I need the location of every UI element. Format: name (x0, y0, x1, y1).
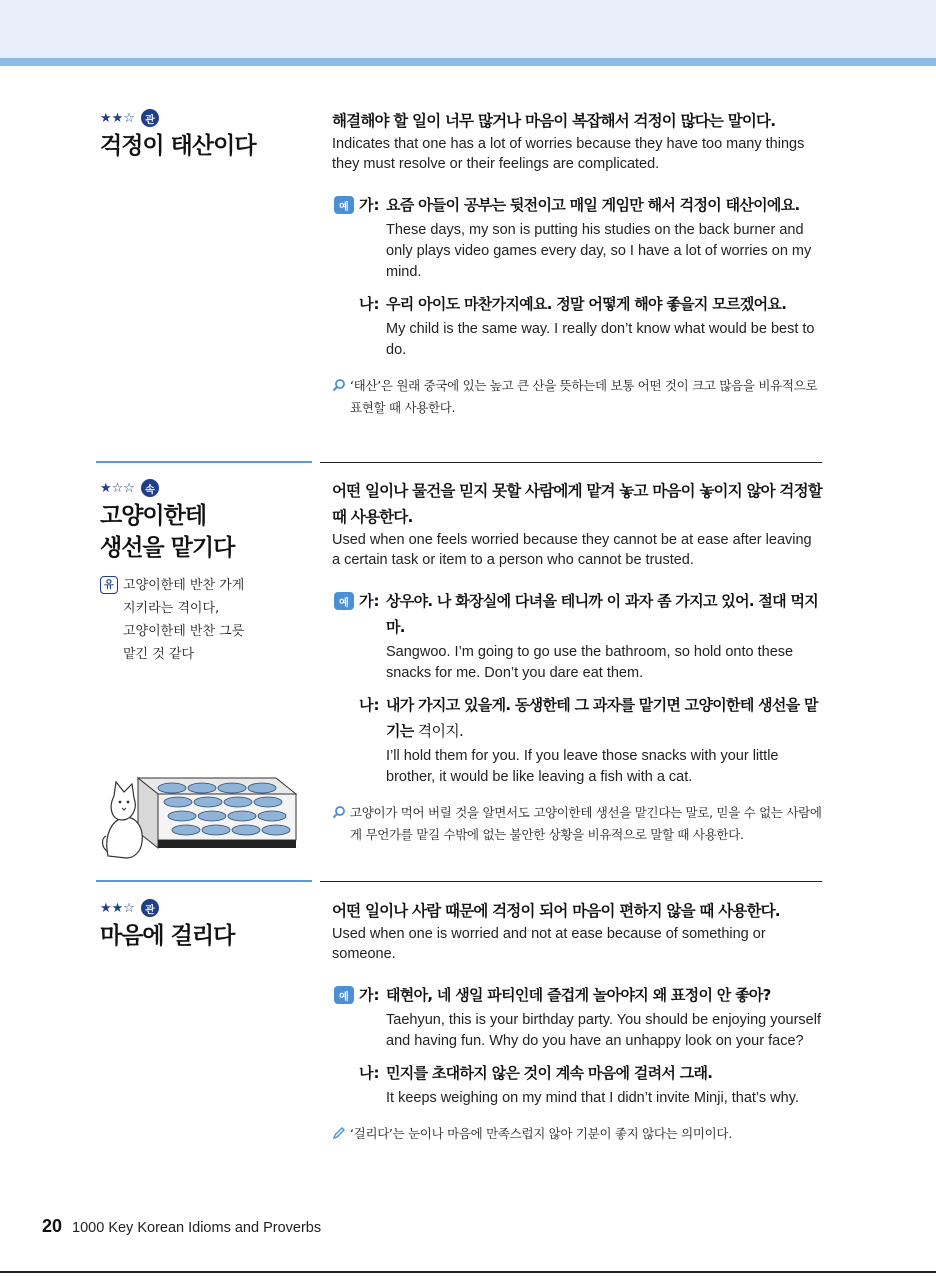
synonym-list: 유 고양이한테 반찬 가게 지키라는 격이다, 고양이한테 반찬 그릇 맡긴 것 같다 (100, 574, 312, 666)
section-divider-accent (96, 880, 312, 882)
section-divider (320, 462, 822, 463)
idiom-title: 걱정이 태산이다 (100, 133, 256, 159)
magnifier-icon (332, 805, 346, 819)
example-dialogue (332, 588, 822, 788)
dialogue-english: I’ll hold them for you. If you leave those snacks with your little brother, it would be like leaving a fish with a cat. (386, 748, 779, 785)
star-rating-icon: ★★☆ (100, 110, 135, 126)
speaker-label: 가: (359, 592, 380, 610)
dialogue-korean: 요즘 아들이 공부는 뒷전이고 매일 게임만 해서 걱정이 태산이에요. (386, 196, 800, 214)
dialogue-korean: 상우야. 나 화장실에 다녀올 테니까 이 과자 좀 가지고 있어. 절대 먹지 마. (386, 592, 819, 636)
definition-korean: 해결해야 할 일이 너무 많거나 마음이 복잡해서 걱정이 많다는 말이다. (332, 112, 776, 130)
footer-rule (0, 1271, 936, 1273)
dialogue-english: My child is the same way. I really don’t know what would be best to do. (386, 321, 815, 358)
entry-3-body (332, 898, 822, 1145)
dialogue-line (332, 982, 822, 1052)
category-badge: 관 (141, 109, 159, 127)
entry-2-body (332, 478, 822, 846)
definition-english: Used when one feels worried because they cannot be at ease after leaving a certain task or item to a person who cannot be trusted. (332, 532, 812, 568)
synonym-badge: 유 (100, 576, 118, 594)
speaker-label: 나: (359, 295, 380, 313)
usage-note: ‘태산’은 원래 중국에 있는 높고 큰 산을 뜻하는데 보통 어떤 것이 크고 많음을 비유적으로 표현할 때 사용한다. (332, 375, 822, 419)
idiom-title: 고양이한테 생선을 맡기다 (100, 503, 235, 561)
dialogue-korean: 내가 가지고 있을게. 동생한테 그 과자를 맡기면 고양이한테 생선을 맡기는 격이지. (386, 696, 818, 740)
header-accent-bar (0, 58, 936, 66)
example-badge: 예 (334, 986, 354, 1004)
dialogue-english: Sangwoo. I’m going to go use the bathroom, so hold onto these snacks for me. Don’t you dare eat them. (386, 644, 794, 681)
dialogue-korean: 태현아, 네 생일 파티인데 즐겁게 놀아야지 왜 표정이 안 좋아? (386, 986, 771, 1004)
dialogue-english: Taehyun, this is your birthday party. You should be enjoying yourself and having fun. Why do you have an unhappy look on your face? (386, 1012, 821, 1049)
speaker-label: 나: (359, 1064, 380, 1082)
page-number: 20 (42, 1216, 63, 1236)
dialogue-korean: 우리 아이도 마찬가지예요. 정말 어떻게 해야 좋을지 모르겠어요. (386, 295, 787, 313)
example-badge: 예 (334, 592, 354, 610)
idiom-title: 마음에 걸리다 (100, 923, 235, 949)
speaker-label: 가: (359, 196, 380, 214)
section-divider (320, 881, 822, 882)
category-badge: 관 (141, 899, 159, 917)
entry-1-body (332, 108, 822, 419)
section-divider-accent (96, 461, 312, 463)
usage-note: 고양이가 먹어 버릴 것을 알면서도 고양이한테 생선을 맡긴다는 말로, 믿을 수 없는 사람에게 무언가를 맡길 수밖에 없는 불안한 상황을 비유적으로 말할 때 사용한다. (332, 802, 822, 846)
header-band (0, 0, 936, 58)
entry-2-heading (100, 478, 312, 666)
usage-note: ‘걸리다’는 눈이나 마음에 만족스럽지 않아 기분이 좋지 않다는 의미이다. (332, 1123, 822, 1145)
definition-english: Used when one is worried and not at ease because of something or someone. (332, 926, 766, 962)
dialogue-english: It keeps weighing on my mind that I didn’t invite Minji, that’s why. (386, 1090, 799, 1106)
definition-korean: 어떤 일이나 사람 때문에 걱정이 되어 마음이 편하지 않을 때 사용한다. (332, 902, 780, 920)
category-badge: 속 (141, 479, 159, 497)
dialogue-english: These days, my son is putting his studies on the back burner and only plays video games every day, so I have a lot of worries on my mind. (386, 222, 812, 280)
cat-and-fish-illustration (100, 748, 300, 860)
dialogue-line (332, 1060, 822, 1109)
dialogue-line (332, 291, 822, 361)
definition-korean: 어떤 일이나 물건을 믿지 못할 사람에게 맡겨 놓고 마음이 놓이지 않아 걱정할 때 사용한다. (332, 482, 822, 526)
dialogue-line (332, 192, 822, 283)
definition-english: Indicates that one has a lot of worries because they have too many things they must resolve or their feelings are complicated. (332, 136, 805, 172)
dialogue-line (332, 588, 822, 684)
entry-1-heading (100, 108, 312, 162)
entry-3-heading (100, 898, 312, 952)
example-dialogue (332, 192, 822, 361)
difficulty-rating (100, 478, 312, 498)
speaker-label: 나: (359, 696, 380, 714)
page-footer (42, 1216, 321, 1237)
example-dialogue (332, 982, 822, 1109)
book-title: 1000 Key Korean Idioms and Proverbs (72, 1220, 322, 1236)
star-rating-icon: ★☆☆ (100, 480, 135, 496)
dialogue-korean: 민지를 초대하지 않은 것이 계속 마음에 걸려서 그래. (386, 1064, 713, 1082)
speaker-label: 가: (359, 986, 380, 1004)
difficulty-rating (100, 898, 312, 918)
star-rating-icon: ★★☆ (100, 900, 135, 916)
dialogue-line (332, 692, 822, 788)
example-badge: 예 (334, 196, 354, 214)
difficulty-rating (100, 108, 312, 128)
pencil-icon (332, 1126, 346, 1140)
magnifier-icon (332, 378, 346, 392)
